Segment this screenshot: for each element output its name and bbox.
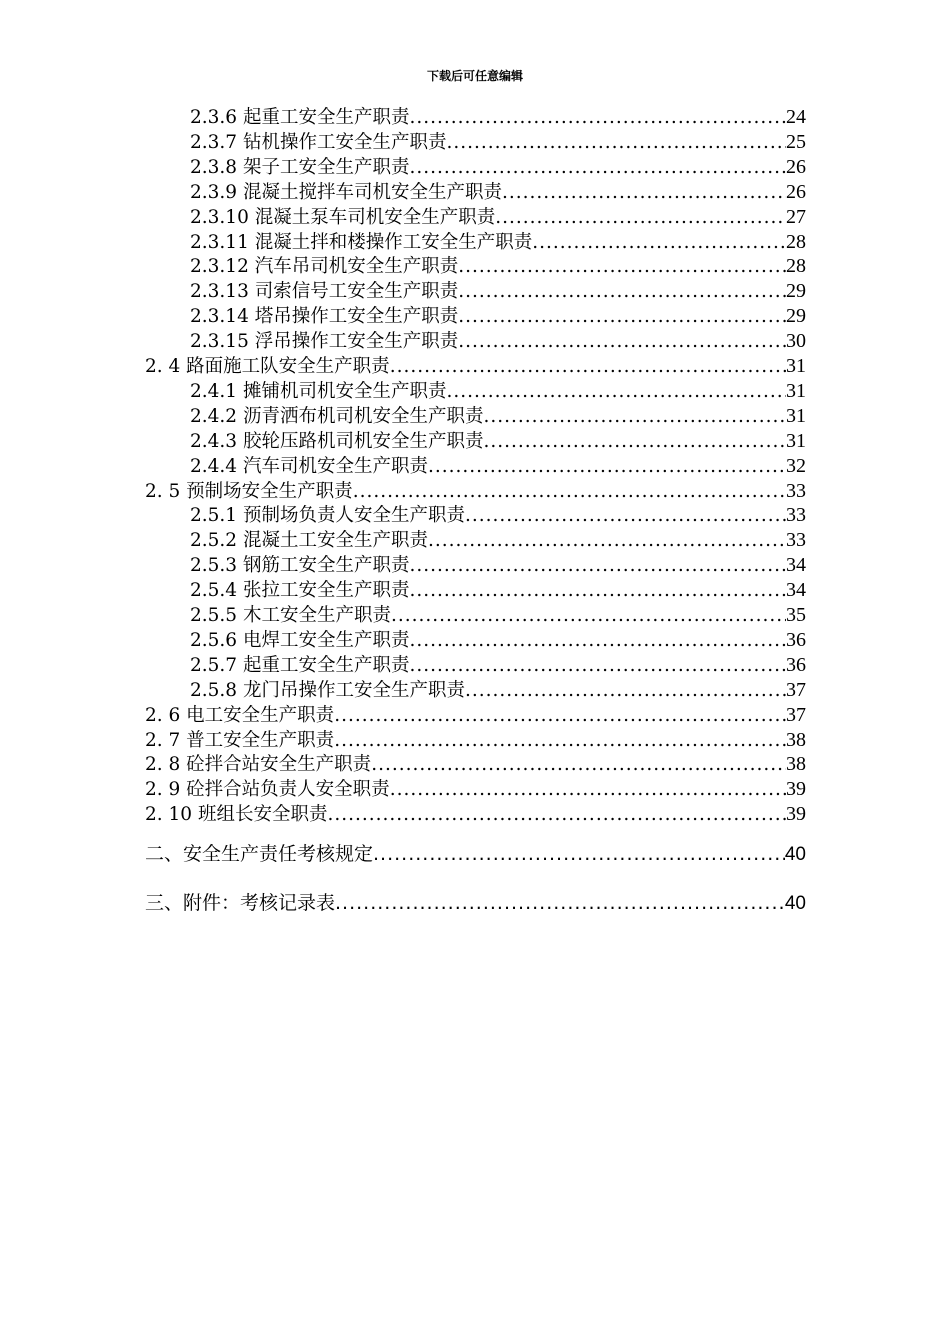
toc-dot-leader [334, 728, 786, 753]
toc-entry-title: 2.3.15 浮吊操作工安全生产职责 [190, 331, 459, 353]
toc-entry-title: 2.3.9 混凝土搅拌车司机安全生产职责 [190, 181, 502, 203]
toc-dot-leader [373, 841, 785, 867]
toc-entry-title: 2.5.2 混凝土工安全生产职责 [190, 530, 428, 552]
toc-entry-page-number: 29 [786, 280, 806, 303]
toc-entry[interactable] [190, 553, 806, 578]
toc-entry[interactable] [145, 728, 806, 753]
toc-entry[interactable] [190, 329, 806, 354]
toc-entry-title: 2. 8 砼拌合站安全生产职责 [145, 754, 372, 776]
toc-entry-page-number: 36 [786, 628, 806, 651]
toc-entry-title: 2.4.4 汽车司机安全生产职责 [190, 455, 428, 477]
toc-entry[interactable] [190, 105, 806, 130]
toc-entry-page-number: 36 [786, 653, 806, 676]
toc-dot-leader [446, 130, 786, 155]
toc-entry[interactable] [190, 254, 806, 279]
toc-entry-title: 2.5.7 起重工安全生产职责 [190, 654, 410, 676]
page-header: 下载后可任意编辑 [426, 69, 523, 83]
toc-dot-leader [428, 528, 786, 553]
toc-entry[interactable] [145, 890, 806, 917]
toc-entry-page-number: 38 [786, 753, 806, 776]
toc-dot-leader [428, 454, 786, 479]
toc-entry-page-number: 37 [786, 678, 806, 701]
toc-dot-leader [390, 777, 786, 802]
toc-entry[interactable] [145, 777, 806, 802]
toc-entry-page-number: 28 [786, 230, 806, 253]
toc-entry[interactable] [145, 752, 806, 777]
toc-entry[interactable] [190, 130, 806, 155]
toc-entry-title: 2.3.6 起重工安全生产职责 [190, 107, 410, 128]
toc-entry-title: 2.3.10 混凝土泵车司机安全生产职责 [190, 206, 496, 228]
toc-entry-title: 2.3.7 钻机操作工安全生产职责 [190, 131, 447, 153]
toc-entry[interactable] [190, 180, 806, 205]
toc-entry-page-number: 31 [786, 379, 806, 402]
toc-dot-leader [390, 354, 786, 379]
toc-entry-page-number: 32 [786, 454, 806, 477]
toc-entry[interactable] [190, 379, 806, 404]
toc-entry-title: 2. 10 班组长安全职责 [145, 804, 328, 826]
toc-entry-page-number: 40 [784, 893, 806, 914]
toc-dot-leader [334, 703, 786, 728]
toc-entry-page-number: 33 [786, 479, 806, 502]
toc-entry-page-number: 31 [786, 404, 806, 427]
toc-entry[interactable] [145, 802, 806, 827]
toc-dot-leader [409, 628, 786, 653]
toc-entry-title: 2.5.1 预制场负责人安全生产职责 [190, 505, 465, 527]
toc-entry-page-number: 40 [784, 844, 806, 866]
toc-entry[interactable] [190, 628, 806, 653]
toc-entry-page-number: 33 [786, 529, 806, 552]
toc-dot-leader [335, 890, 785, 916]
toc-entry-title: 2.4.3 胶轮压路机司机安全生产职责 [190, 430, 484, 452]
toc-entry-page-number: 39 [786, 803, 806, 826]
toc-entry-page-number: 31 [786, 429, 806, 452]
toc-dot-leader [465, 678, 786, 703]
toc-entry-title: 2.3.13 司索信号工安全生产职责 [190, 281, 459, 303]
toc-dot-leader [458, 329, 786, 354]
toc-entry-title: 三、附件：考核记录表 [145, 892, 336, 914]
toc-entry-page-number: 27 [786, 205, 806, 228]
toc-entry[interactable] [190, 404, 806, 429]
toc-entry-title: 2. 9 砼拌合站负责人安全职责 [145, 779, 390, 801]
toc-entry-page-number: 35 [786, 604, 806, 626]
toc-entry[interactable] [190, 155, 806, 180]
toc-entry[interactable] [145, 703, 806, 728]
toc-entry-title: 2.5.4 张拉工安全生产职责 [190, 580, 410, 602]
toc-entry-page-number: 30 [786, 330, 806, 353]
toc-entry-title: 二、安全生产责任考核规定 [145, 843, 374, 866]
toc-entry[interactable] [145, 354, 806, 379]
toc-entry-title: 2.3.12 汽车吊司机安全生产职责 [190, 256, 459, 278]
toc-entry-title: 2.5.6 电焊工安全生产职责 [190, 629, 410, 651]
toc-dot-leader [327, 802, 786, 827]
toc-dot-leader [458, 304, 786, 329]
toc-entry[interactable] [190, 230, 806, 255]
toc-entry-page-number: 25 [786, 130, 806, 153]
toc-entry[interactable] [190, 603, 806, 628]
toc-entry-page-number: 26 [786, 180, 806, 203]
toc-entry[interactable] [190, 528, 806, 553]
toc-dot-leader [502, 180, 786, 205]
toc-dot-leader [371, 752, 786, 777]
toc-entry-title: 2.4.2 沥青洒布机司机安全生产职责 [190, 405, 484, 427]
toc-entry-title: 2.5.3 钢筋工安全生产职责 [190, 555, 410, 577]
toc-entry-page-number: 38 [786, 728, 806, 751]
toc-entry-title: 2.3.11 混凝土拌和楼操作工安全生产职责 [190, 231, 533, 253]
toc-dot-leader [465, 503, 786, 528]
toc-dot-leader [409, 105, 786, 130]
toc-dot-leader [409, 155, 786, 180]
toc-entry[interactable] [190, 205, 806, 230]
toc-entry[interactable] [190, 578, 806, 603]
toc-entry-page-number: 33 [786, 504, 806, 527]
toc-entry-title: 2.5.8 龙门吊操作工安全生产职责 [190, 679, 465, 701]
toc-entry[interactable] [190, 304, 806, 329]
toc-entry-page-number: 26 [786, 155, 806, 178]
toc-entry-page-number: 31 [786, 355, 806, 377]
toc-entry-title: 2.3.14 塔吊操作工安全生产职责 [190, 306, 459, 328]
toc-dot-leader [391, 603, 786, 628]
toc-entry-title: 2. 5 预制场安全生产职责 [145, 480, 353, 502]
toc-entry[interactable] [145, 479, 806, 504]
toc-dot-leader [458, 254, 786, 279]
toc-entry[interactable] [190, 454, 806, 479]
toc-dot-leader [409, 653, 786, 678]
toc-dot-leader [483, 404, 786, 429]
toc-dot-leader [409, 553, 786, 578]
toc-dot-leader [353, 479, 786, 504]
toc-entry[interactable] [190, 678, 806, 703]
toc-entry-title: 2. 7 普工安全生产职责 [145, 729, 335, 751]
toc-entry-title: 2.5.5 木工安全生产职责 [190, 605, 391, 626]
toc-entry-page-number: 34 [786, 554, 806, 577]
toc-entry-page-number: 28 [786, 255, 806, 278]
toc-entry-page-number: 39 [786, 778, 806, 801]
toc-dot-leader [458, 279, 786, 304]
toc-dot-leader [483, 429, 786, 454]
toc-entry[interactable] [190, 653, 806, 678]
toc-entry-page-number: 37 [786, 703, 806, 726]
toc-entry-page-number: 34 [786, 579, 806, 602]
toc-dot-leader [409, 578, 786, 603]
toc-entry[interactable] [190, 429, 806, 454]
toc-entry-page-number: 29 [786, 305, 806, 328]
toc-dot-leader [495, 205, 786, 230]
toc-entry[interactable] [190, 279, 806, 304]
toc-entry-title: 2. 4 路面施工队安全生产职责 [145, 356, 390, 377]
toc-entry-title: 2.3.8 架子工安全生产职责 [190, 156, 410, 178]
toc-entry[interactable] [190, 503, 806, 528]
toc-entry[interactable] [145, 841, 806, 868]
toc-dot-leader [532, 230, 786, 255]
toc-entry-title: 2. 6 电工安全生产职责 [145, 704, 335, 726]
toc-entry-page-number: 24 [786, 106, 806, 128]
toc-entry-title: 2.4.1 摊铺机司机安全生产职责 [190, 380, 447, 402]
toc-dot-leader [446, 379, 786, 404]
